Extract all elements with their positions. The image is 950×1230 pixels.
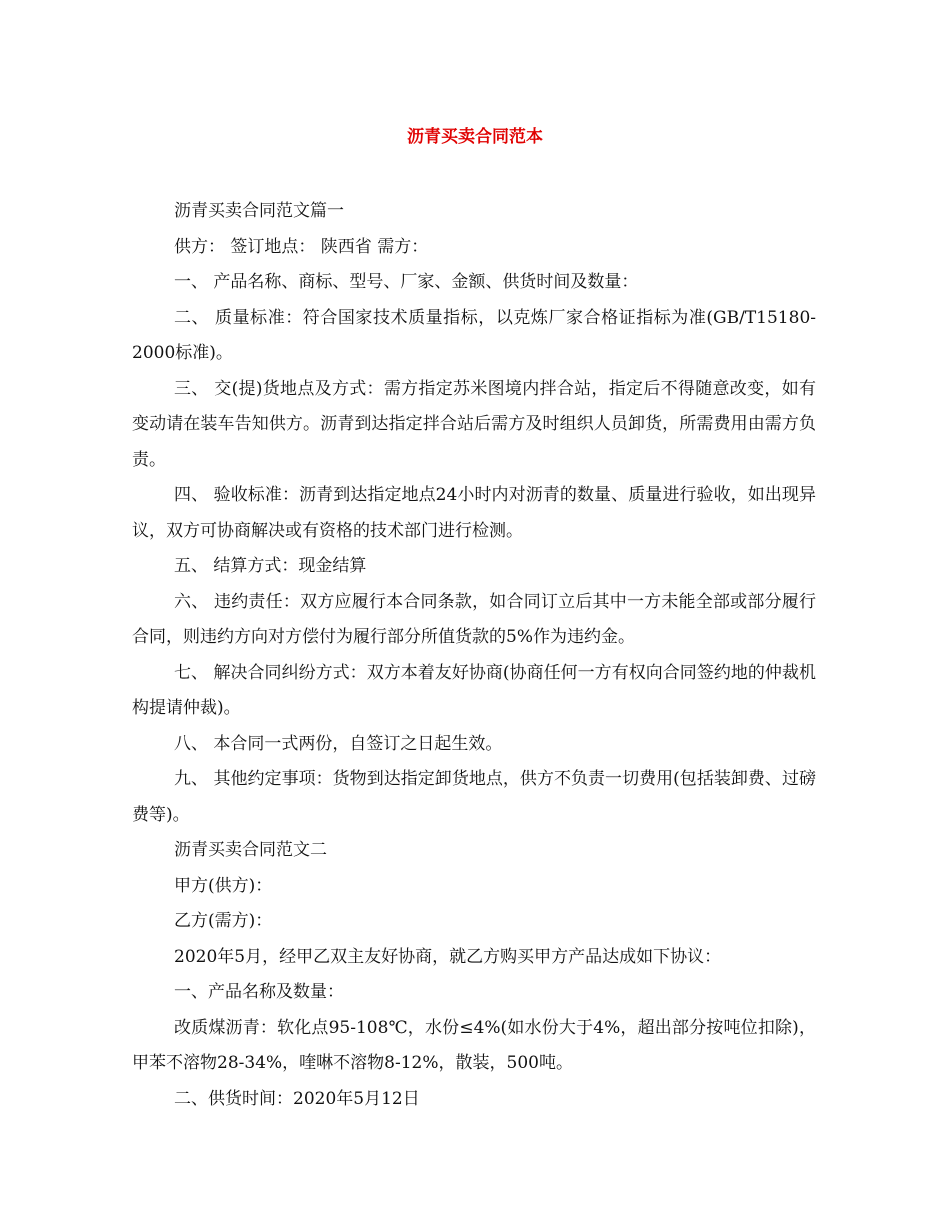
paragraph-13: 甲方(供方)：	[174, 875, 273, 896]
paragraph-16: 一、产品名称及数量：	[174, 982, 344, 1002]
paragraph-12: 沥青买卖合同范文二	[174, 840, 327, 860]
paragraph-6: 四、 验收标准：沥青到达指定地点24小时内对沥青的数量、质量进行验收，如出现异议，双方可协商解决或有资格的技术部门进行检测。	[132, 485, 816, 541]
paragraph-11: 九、 其他约定事项：货物到达指定卸货地点，供方不负责一切费用(包括装卸费、过磅费等)。	[132, 769, 816, 825]
paragraph-5: 三、 交(提)货地点及方式：需方指定苏米图境内拌合站，指定后不得随意改变，如有变动请在装车告知供方。沥青到达指定拌合站后需方及时组织人员卸货，所需费用由需方负责。	[132, 378, 816, 470]
paragraph-18: 二、供货时间：2020年5月12日	[174, 1088, 420, 1109]
paragraph-10: 八、 本合同一式两份，自签订之日起生效。	[174, 733, 503, 754]
document-title: 沥青买卖合同范本	[407, 127, 543, 147]
paragraph-1: 沥青买卖合同范文篇一	[174, 201, 344, 221]
paragraph-9: 七、 解决合同纠纷方式：双方本着友好协商(协商任何一方有权向合同签约地的仲裁机构提请仲裁)。	[132, 662, 816, 718]
document-body	[132, 194, 816, 1117]
paragraph-17: 改质煤沥青：软化点95-108℃，水份≤4%(如水份大于4%，超出部分按吨位扣除)，甲苯不溶物28-34%，喹啉不溶物8-12%，散装，500吨。	[132, 1017, 816, 1073]
paragraph-4: 二、 质量标准：符合国家技术质量指标，以克炼厂家合格证指标为准(GB/T15180-2000标准)。	[132, 307, 816, 363]
paragraph-15: 2020年5月，经甲乙双主友好协商，就乙方购买甲方产品达成如下协议：	[174, 946, 722, 967]
paragraph-14: 乙方(需方)：	[174, 911, 273, 931]
paragraph-7: 五、 结算方式：现金结算	[174, 556, 367, 576]
paragraph-3: 一、 产品名称、商标、型号、厂家、金额、供货时间及数量：	[174, 272, 639, 292]
paragraph-2: 供方： 签订地点： 陕西省 需方：	[174, 236, 429, 257]
paragraph-8: 六、 违约责任：双方应履行本合同条款，如合同订立后其中一方未能全部或部分履行合同，则违约方向对方偿付为履行部分所值货款的5%作为违约金。	[132, 591, 816, 647]
